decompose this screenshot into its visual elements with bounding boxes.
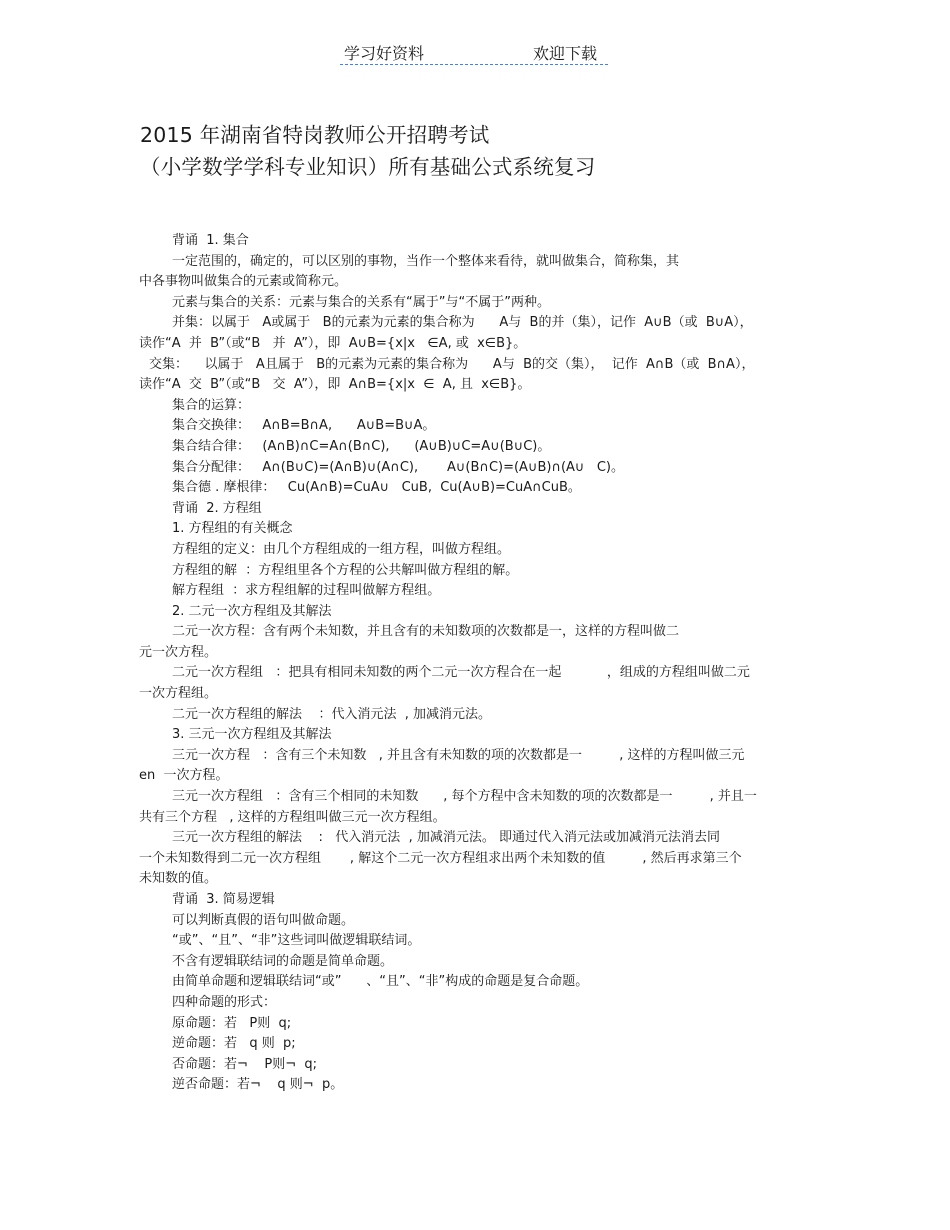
text-line: 未知数的值。 — [139, 871, 218, 887]
text-line: 一定范围的，确定的，可以区别的事物，当作一个整体来看待，就叫做集合，简称集，其 — [172, 253, 680, 269]
section-heading: 背诵 1. 集合 — [172, 233, 249, 248]
formula-line: 集合分配律： A∩(B∪C)=(A∩B)∪(A∩C), A∪(B∩C)=(A∪B)∩(A∪ C)。 — [172, 459, 624, 475]
text-line: 二元一次方程组的解法 ：代入消元法 , 加减消元法。 — [172, 706, 492, 722]
document-subtitle: （小学数学学科专业知识）所有基础公式系统复习 — [140, 155, 596, 179]
header-right-text: 欢迎下载 — [533, 44, 598, 63]
text-line: 二元一次方程组 ：把具有相同未知数的两个二元一次方程合在一起 ，组成的方程组叫做二元 — [172, 665, 750, 681]
text-line: 元素与集合的关系：元素与集合的关系有“属于”与“不属于”两种。 — [172, 294, 550, 310]
text-line: 并集：以属于 A或属于 B的元素为元素的集合称为 A与 B的并（集），记作 A∪B（或 B∪A）， — [172, 315, 753, 331]
text-line: 四种命题的形式： — [172, 994, 277, 1010]
formula-line: 逆否命题：若¬ q 则¬ p。 — [172, 1077, 344, 1093]
text-line: 读作“A 并 B”（或“B 并 A”），即 A∪B={x|x ∈A, 或 x∈B}。 — [139, 335, 527, 351]
text-line: 读作“A 交 B”（或“B 交 A”），即 A∩B={x|x ∈ A, 且 x∈B}。 — [139, 377, 531, 393]
subsection-heading: 2. 二元一次方程组及其解法 — [172, 603, 332, 619]
formula-line: 集合交换律： A∩B=B∩A, A∪B=B∪A。 — [172, 418, 436, 434]
text-line: 交集： 以属于 A且属于 B的元素为元素的集合称为 A与 B的交（集）， 记作 A∩B（或 B∩A）， — [149, 356, 755, 372]
text-line: 中各事物叫做集合的元素或简称元。 — [139, 274, 348, 290]
text-line: 解方程组 ：求方程组解的过程叫做解方程组。 — [172, 583, 441, 599]
formula-line: 集合德 . 摩根律： Cu(A∩B)=CuA∪ CuB, Cu(A∪B)=CuA∩CuB。 — [172, 480, 581, 496]
text-line: 二元一次方程：含有两个未知数，并且含有的未知数项的次数都是一，这样的方程叫做二 — [172, 624, 680, 640]
text-line: 方程组的解 ：方程组里各个方程的公共解叫做方程组的解。 — [172, 562, 519, 578]
formula-line: 逆命题：若 q 则 p; — [172, 1036, 296, 1052]
subsection-heading: 1. 方程组的有关概念 — [172, 521, 293, 537]
text-line: 集合的运算： — [172, 397, 251, 413]
page-header — [340, 40, 608, 65]
text-line: 共有三个方程 , 这样的方程组叫做三元一次方程组。 — [139, 809, 446, 825]
text-line: “或”、“且”、“非”这些词叫做逻辑联结词。 — [172, 933, 421, 949]
section-heading: 背诵 3. 简易逻辑 — [172, 892, 275, 907]
text-line: 方程组的定义：由几个方程组成的一组方程，叫做方程组。 — [172, 541, 511, 557]
text-line: 三元一次方程 ：含有三个未知数 , 并且含有未知数的项的次数都是一 , 这样的方程叫做三元 — [172, 747, 745, 763]
formula-line: 集合结合律： (A∩B)∩C=A∩(B∩C), (A∪B)∪C=A∪(B∪C)。 — [172, 438, 551, 454]
document-body — [139, 231, 819, 1096]
text-line: 由简单命题和逻辑联结词“或” 、“且”、“非”构成的命题是复合命题。 — [172, 974, 589, 990]
text-line: en 一次方程。 — [139, 768, 229, 784]
text-line: 三元一次方程组的解法 : 代入消元法 , 加减消元法。 即通过代入消元法或加减消元法消去同 — [172, 830, 720, 846]
text-line: 元一次方程。 — [139, 644, 218, 660]
subsection-heading: 3. 三元一次方程组及其解法 — [172, 727, 332, 743]
formula-line: 否命题：若¬ P则¬ q; — [172, 1056, 318, 1072]
text-line: 三元一次方程组 ：含有三个相同的未知数 , 每个方程中含未知数的项的次数都是一 , 并且一 — [172, 789, 757, 805]
formula-line: 原命题：若 P则 q; — [172, 1015, 292, 1031]
document-title: 2015 年湖南省特岗教师公开招聘考试 — [140, 123, 490, 147]
text-line: 一次方程组。 — [139, 686, 218, 702]
header-left-text: 学习好资料 — [344, 44, 425, 63]
text-line: 可以判断真假的语句叫做命题。 — [172, 912, 355, 928]
text-line: 一个未知数得到二元一次方程组 , 解这个二元一次方程组求出两个未知数的值 , 然后再求第三个 — [139, 850, 742, 866]
section-heading: 背诵 2. 方程组 — [172, 500, 262, 516]
text-line: 不含有逻辑联结词的命题是简单命题。 — [172, 953, 394, 969]
